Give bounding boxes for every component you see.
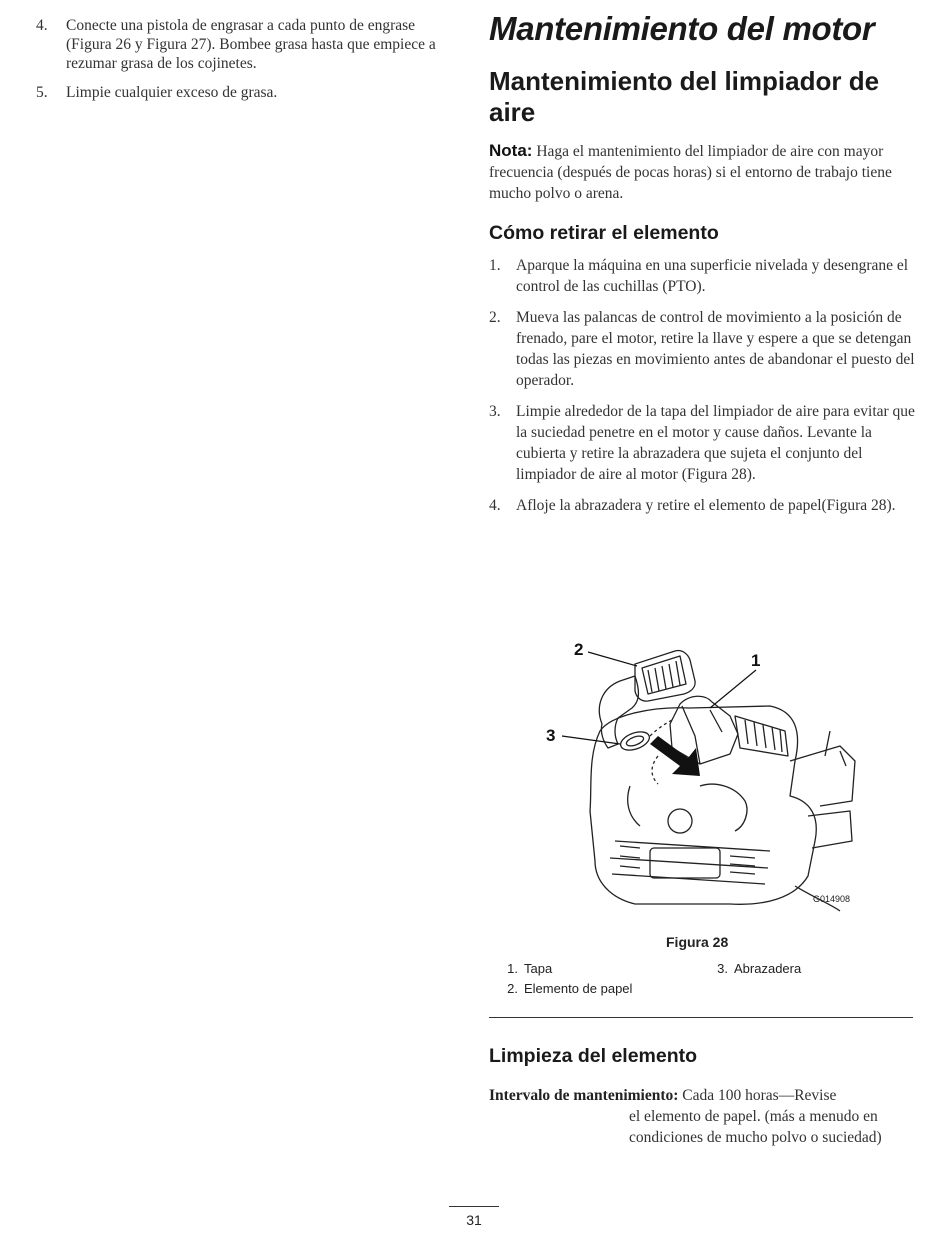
legend-number: 3. [717,961,728,976]
step-number: 2. [489,309,501,326]
callout-3: 3 [546,726,556,745]
left-step [36,83,456,102]
step-number: 1. [489,257,501,274]
legend-text: Abrazadera [734,961,802,976]
step-text: Limpie cualquier exceso de grasa. [66,84,278,101]
step-text: Mueva las palancas de control de movimiento a la posición de frenado, pare el motor, retire la llave y espere a que se detengan todas las piezas en movimiento antes de abandonar el puesto del operador. [516,309,915,389]
remove-element-heading: Cómo retirar el elemento [489,222,719,244]
right-column [489,10,919,526]
step-text: Aparque la máquina en una superficie nivelada y desengrane el control de las cuchillas (PTO). [516,257,909,295]
left-column [36,16,456,112]
callout-2: 2 [574,640,584,659]
figure-code: G014908 [813,894,851,904]
procedure-step [489,255,919,297]
note-label: Nota: [489,141,533,160]
interval-text-rest: el elemento de papel. (más a menudo en condiciones de mucho polvo o suciedad) [629,1108,882,1146]
section-title: Mantenimiento del motor [489,10,875,47]
note [489,140,919,204]
step-number: 3. [489,403,501,420]
procedure-step [489,307,919,391]
page-number: 31 [466,1212,482,1228]
legend-item [706,961,801,976]
step-number: 4. [36,17,48,34]
step-text: Conecte una pistola de engrasar a cada punto de engrase (Figura 26 y Figura 27). Bombee grasa hasta que empiece a rezumar grasa de los cojinetes. [66,17,436,72]
note-text: Haga el mantenimiento del limpiador de aire con mayor frecuencia (después de pocas horas) si el entorno de trabajo tiene mucho polvo o arena. [489,143,892,202]
procedure-step [489,401,919,485]
legend-number: 1. [507,961,518,976]
step-text: Limpie alrededor de la tapa del limpiador de aire para evitar que la suciedad penetre en el motor y cause daños. Levante la cubierta y retire la abrazadera que sujeta el conjunto del limpiador de aire al motor (Figura 28). [516,403,915,483]
section-divider [489,1017,913,1018]
interval-label: Intervalo de mantenimiento: [489,1087,679,1104]
cleaning-heading: Limpieza del elemento [489,1045,698,1067]
legend-item [496,981,632,996]
step-number: 4. [489,497,501,514]
procedure-step [489,495,919,516]
page-number-rule [449,1206,499,1207]
figure-caption: Figura 28 [666,934,729,950]
left-step [36,16,456,73]
legend-number: 2. [507,981,518,996]
legend-text: Tapa [524,961,553,976]
step-number: 5. [36,84,48,101]
legend-item [496,961,552,976]
step-text: Afloje la abrazadera y retire el elemento de papel(Figura 28). [516,497,896,514]
maintenance-interval [489,1085,919,1148]
legend-text: Elemento de papel [524,981,633,996]
interval-text-first: Cada 100 horas—Revise [682,1087,837,1104]
callout-1: 1 [751,651,761,670]
engine-air-cleaner-illustration [540,636,860,936]
subsection-title: Mantenimiento del limpiador de aire [489,66,880,127]
